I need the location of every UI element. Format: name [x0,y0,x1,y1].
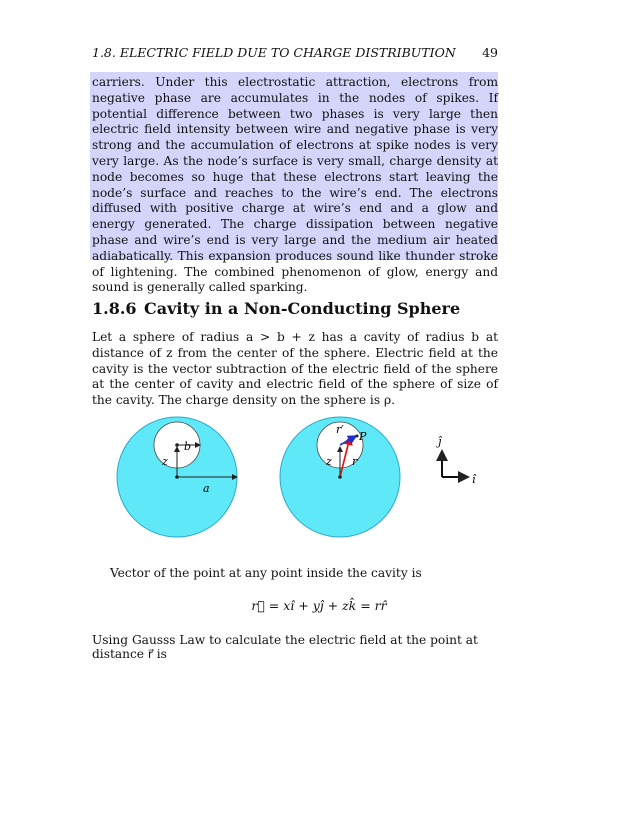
label-a: a [203,482,210,495]
section-heading [92,299,460,318]
page-number: 49 [482,45,498,60]
position-vector-equation: r⃗ = xî + yĵ + zk̂ = rr̂ [251,598,387,613]
section-title: Cavity in a Non-Conducting Sphere [144,299,461,318]
highlighted-paragraph: carriers. Under this electrostatic attraction, electrons from negative phase are accumulates in the nodes of spikes. If potential difference between two phases is very large then electric field intensity between wire and negative phase is very strong and the accumulation of electrons at spike nodes is very very large. As the node’s surface is very small, charge density at node becomes so huge that these electrons start leaving the node’s surface and reaches to the wire’s end. The electrons diffused with positive charge at wire’s end and a glow and energy generated. The charge dissipation between negative phase and wire’s end is very large and the medium air heated adiabatically. This expansion produces sound like thunder stroke of lightening. The combined phenomenon of glow, energy and sound is generally called sparking. [92,75,498,295]
label-b: b [184,440,192,453]
cavity-figure [100,405,520,565]
running-header [92,45,498,60]
label-r-prime: r′ [336,423,344,436]
left-center-dot [175,475,179,479]
label-j: ĵ [438,435,442,448]
label-r: r [352,455,358,468]
cavity-center-dot [175,443,179,447]
label-z-left: z [162,455,168,468]
label-P: P [359,430,367,443]
label-i: î [472,473,476,486]
gauss-law-sentence: Using Gausss Law to calculate the electric field at the point at distance r⃗ is [92,633,478,661]
section-number: 1.8.6 [92,299,137,318]
vector-sentence: Vector of the point at any point inside the cavity is [110,566,422,580]
label-z-right: z [326,455,332,468]
running-title: 1.8. ELECTRIC FIELD DUE TO CHARGE DISTRIBUTION [92,45,456,60]
intro-paragraph: Let a sphere of radius a > b + z has a cavity of radius b at distance of z from the center of the sphere. Electric field at the cavity is the vector subtraction of the electric field of the sphere at the center of cavity and electric field of the sphere of size of the cavity. The charge density on the sphere is ρ. [92,330,498,408]
right-center-dot [338,475,342,479]
